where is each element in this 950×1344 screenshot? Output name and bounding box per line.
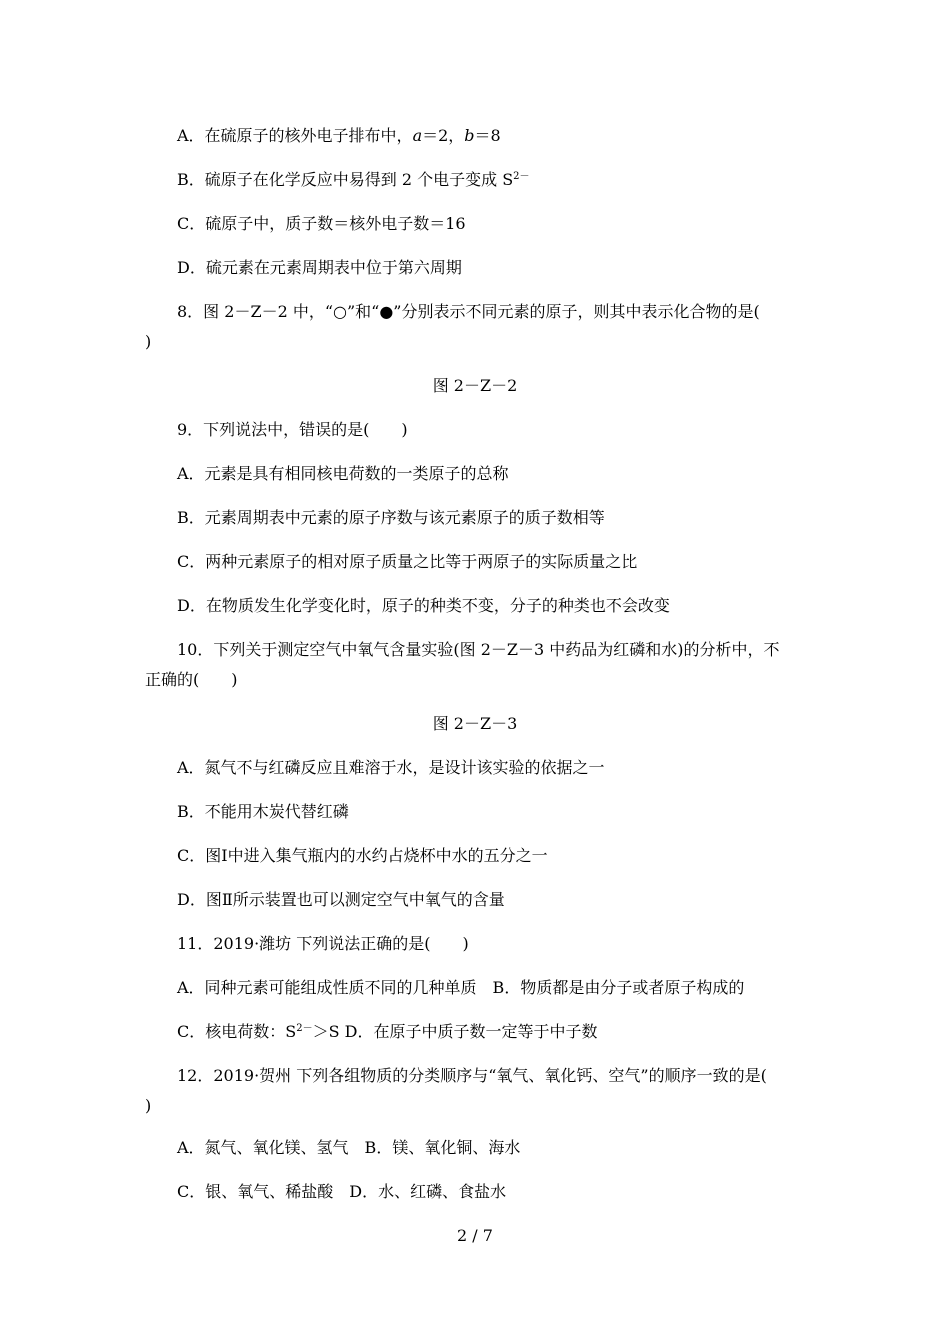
- q10-stem-line1: 10．下列关于测定空气中氧气含量实验(图 2－Z－3 中药品为红磷和水)的分析中，不: [177, 640, 780, 659]
- figure-caption-2-z-3: 图 2－Z－3: [432, 714, 518, 733]
- q9-option-d: D．在物质发生化学变化时，原子的种类不变，分子的种类也不会改变: [177, 596, 670, 615]
- page-number: 2 / 7: [457, 1226, 493, 1245]
- q9-stem: 9．下列说法中，错误的是( ): [177, 420, 408, 439]
- q7-option-d: D．硫元素在元素周期表中位于第六周期: [177, 258, 462, 277]
- q7-option-c: C．硫原子中，质子数＝核外电子数＝16: [177, 214, 466, 233]
- q9-option-c: C．两种元素原子的相对原子质量之比等于两原子的实际质量之比: [177, 552, 638, 571]
- q12-options-cd: C．银、氧气、稀盐酸 D．水、红磷、食盐水: [177, 1182, 507, 1201]
- q8-stem-line1: 8．图 2－Z－2 中，“○”和“●”分别表示不同元素的原子，则其中表示化合物的是(: [177, 302, 760, 321]
- q9-option-a: A．元素是具有相同核电荷数的一类原子的总称: [177, 464, 509, 483]
- q11-stem: 11．2019·潍坊 下列说法正确的是( ): [177, 934, 469, 953]
- q7-option-b: B．硫原子在化学反应中易得到 2 个电子变成 $S^{2-}$: [177, 170, 530, 189]
- figure-caption-2-z-2: 图 2－Z－2: [432, 376, 518, 395]
- q12-stem-line2: ): [145, 1096, 152, 1115]
- q12-stem-line1: 12．2019·贺州 下列各组物质的分类顺序与“氧气、氧化钙、空气”的顺序一致的是(: [177, 1066, 767, 1085]
- q10-option-c: C．图Ⅰ中进入集气瓶内的水约占烧杯中水的五分之一: [177, 846, 548, 865]
- q10-option-a: A．氮气不与红磷反应且难溶于水，是设计该实验的依据之一: [177, 758, 605, 777]
- q11-options-ab: A．同种元素可能组成性质不同的几种单质 B．物质都是由分子或者原子构成的: [177, 978, 745, 997]
- q10-stem-line2: 正确的( ): [145, 670, 238, 689]
- q8-stem-line2: ): [145, 332, 152, 351]
- q10-option-d: D．图Ⅱ所示装置也可以测定空气中氧气的含量: [177, 890, 505, 909]
- q7-option-a: A．在硫原子的核外电子排布中，a＝2，b＝8: [177, 126, 501, 145]
- q9-option-b: B．元素周期表中元素的原子序数与该元素原子的质子数相等: [177, 508, 605, 527]
- q10-option-b: B．不能用木炭代替红磷: [177, 802, 349, 821]
- q11-options-cd: C．核电荷数：$S^{2-}>S$ D．在原子中质子数一定等于中子数: [177, 1022, 598, 1041]
- q12-options-ab: A．氮气、氧化镁、氢气 B．镁、氧化铜、海水: [177, 1138, 521, 1157]
